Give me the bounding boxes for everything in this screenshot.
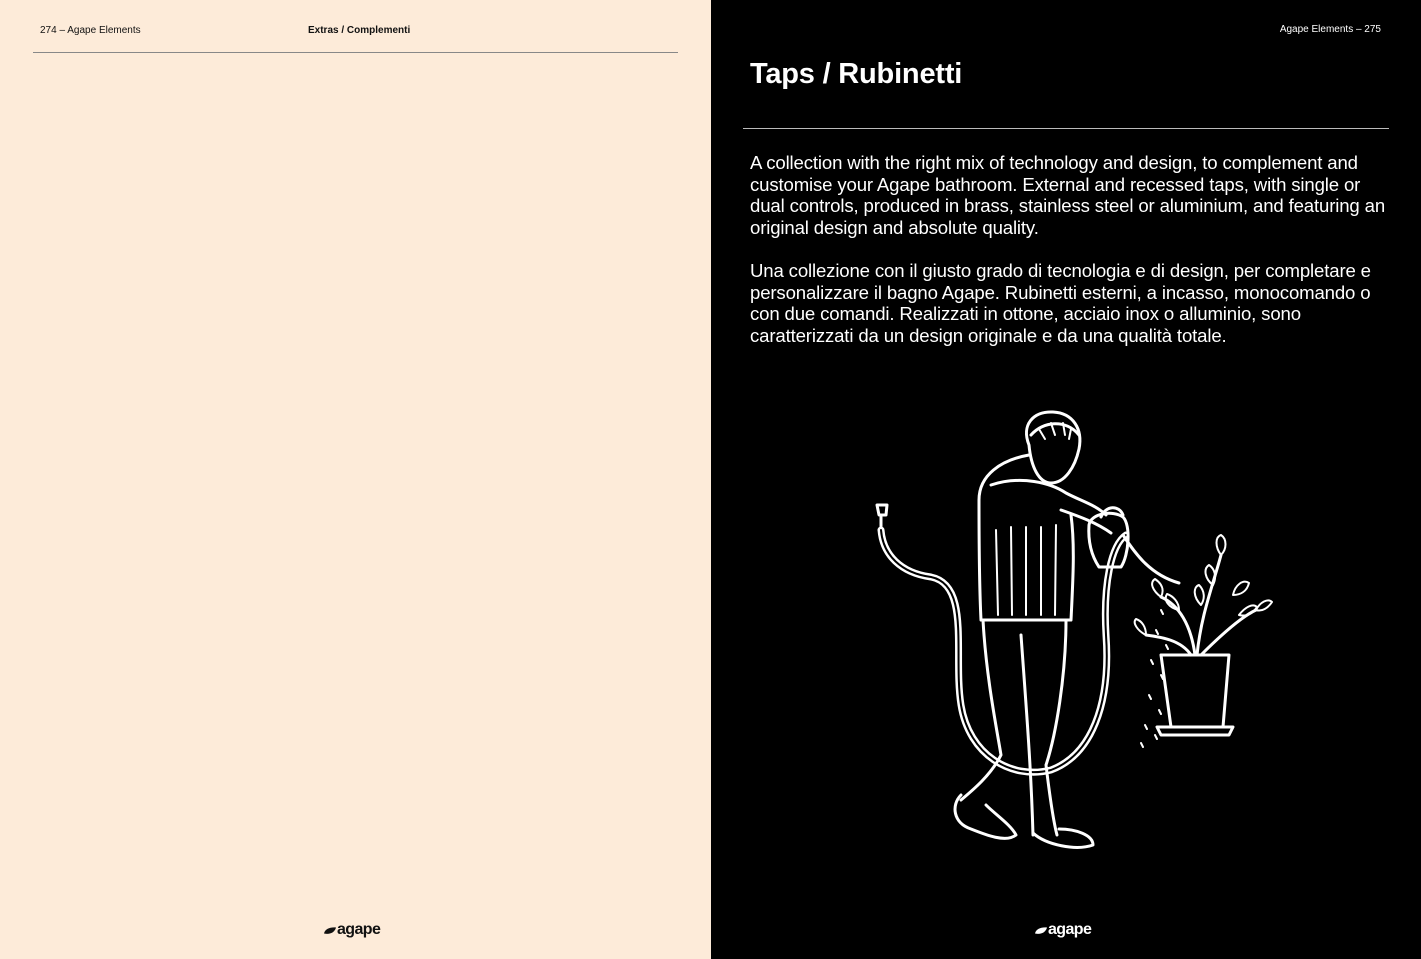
leaf-icon — [324, 927, 336, 935]
leaf-icon — [1035, 927, 1047, 935]
man-watering-plant-illustration — [861, 405, 1281, 855]
page-title: Taps / Rubinetti — [750, 58, 963, 90]
section-title: Extras / Complementi — [308, 25, 411, 36]
left-page-number: 274 – Agape Elements — [40, 25, 141, 36]
title-divider — [743, 128, 1389, 129]
right-page-number: Agape Elements – 275 — [1279, 24, 1381, 35]
right-page — [711, 0, 1421, 959]
logo-wordmark: agape — [337, 921, 381, 938]
logo-wordmark: agape — [1048, 921, 1092, 938]
agape-logo-right — [1035, 921, 1091, 939]
description-italian: Una collezione con il giusto grado di tecnologia e di design, per completare e personalizzare il bagno Agape. Rubinetti esterni, a incasso, monocomando o con due comandi. Realizzati in ottone, acciaio inox o alluminio, sono caratterizzati da un design originale e da una qualità totale. — [750, 260, 1371, 346]
agape-logo-left — [324, 921, 380, 939]
description-english: A collection with the right mix of technology and design, to complement and customise your Agape bathroom. External and recessed taps, with single or dual controls, produced in brass, stainless steel or aluminium, and featuring an original design and absolute quality. — [750, 152, 1386, 238]
header-divider-left — [33, 52, 678, 53]
